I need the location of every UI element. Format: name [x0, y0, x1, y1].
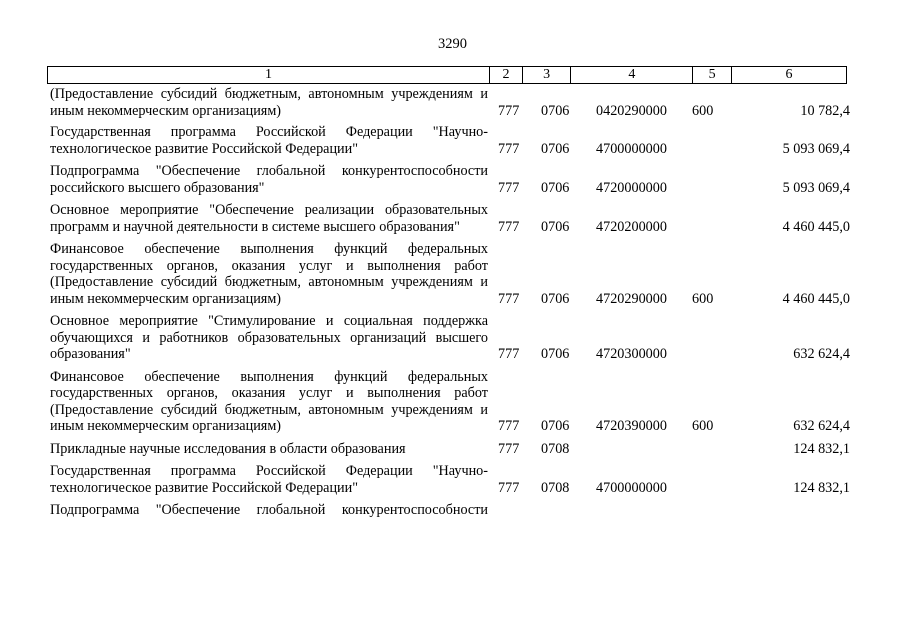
row-expense-type: 600	[692, 418, 714, 434]
table-row	[50, 202, 850, 235]
row-section-code: 0706	[541, 418, 570, 434]
row-amount: 4 460 445,0	[782, 218, 850, 235]
header-col-3: 3	[523, 67, 572, 83]
row-section-code: 0706	[541, 140, 570, 157]
row-section-code: 0706	[541, 102, 570, 119]
row-target-code: 4720300000	[596, 346, 667, 362]
row-section-code: 0706	[541, 346, 570, 362]
row-description: Прикладные научные исследования в области образования	[50, 440, 406, 457]
row-ministry-code: 777	[498, 346, 520, 362]
row-section-code: 0706	[541, 218, 570, 235]
row-amount: 10 782,4	[800, 102, 850, 119]
header-col-5: 5	[693, 67, 732, 83]
row-ministry-code: 777	[498, 440, 520, 457]
row-description: Государственная программа Российской Федерации "Научно-технологическое развитие Российской Федерации"	[50, 463, 488, 496]
row-ministry-code: 777	[498, 218, 520, 235]
row-description: Финансовое обеспечение выполнения функций федеральных государственных органов, оказания услуг и выполнения работ (Предоставление субсидий бюджетным, автономным учреждениям и иным некоммерческим организациям)	[50, 241, 488, 307]
table-body	[50, 86, 850, 519]
row-ministry-code: 777	[498, 418, 520, 434]
row-description: Государственная программа Российской Федерации "Научно-технологическое развитие Российской Федерации"	[50, 124, 488, 157]
table-row	[50, 463, 850, 496]
table-header	[47, 66, 847, 84]
table-row	[50, 124, 850, 157]
row-expense-type: 600	[692, 102, 714, 119]
row-ministry-code: 777	[498, 479, 520, 496]
header-col-2: 2	[490, 67, 523, 83]
table-row	[50, 502, 850, 519]
header-col-1: 1	[48, 67, 490, 83]
row-section-code: 0706	[541, 179, 570, 196]
table-row	[50, 313, 850, 363]
row-amount: 5 093 069,4	[782, 140, 850, 157]
row-ministry-code: 777	[498, 140, 520, 157]
header-col-4: 4	[571, 67, 693, 83]
row-description: Подпрограмма "Обеспечение глобальной конкурентоспособности российского высшего образования"	[50, 163, 488, 196]
row-target-code: 4720000000	[596, 179, 667, 196]
row-description: (Предоставление субсидий бюджетным, автономным учреждениям и иным некоммерческим организациям)	[50, 86, 488, 119]
row-target-code: 4700000000	[596, 140, 667, 157]
row-description: Подпрограмма "Обеспечение глобальной конкурентоспособности	[50, 502, 488, 518]
row-amount: 5 093 069,4	[782, 179, 850, 196]
row-amount: 4 460 445,0	[782, 290, 850, 307]
row-description: Основное мероприятие "Обеспечение реализации образовательных программ и научной деятельности в системе высшего образования"	[50, 202, 488, 235]
row-section-code: 0708	[541, 440, 570, 457]
row-amount: 124 832,1	[793, 440, 850, 457]
page-number: 3290	[438, 36, 467, 52]
row-target-code: 4720390000	[596, 418, 667, 434]
header-col-6: 6	[785, 67, 793, 82]
table-row	[50, 86, 850, 119]
row-section-code: 0706	[541, 290, 570, 307]
row-target-code: 0420290000	[596, 102, 667, 119]
table-row	[50, 163, 850, 196]
row-ministry-code: 777	[498, 102, 520, 119]
row-target-code: 4720290000	[596, 290, 667, 307]
row-target-code: 4700000000	[596, 479, 667, 496]
row-ministry-code: 777	[498, 179, 520, 196]
row-target-code: 4720200000	[596, 218, 667, 235]
row-description: Финансовое обеспечение выполнения функций федеральных государственных органов, оказания услуг и выполнения работ (Предоставление субсидий бюджетным, автономным учреждениям и иным некоммерческим организациям)	[50, 368, 488, 434]
table-row	[50, 441, 850, 458]
row-ministry-code: 777	[498, 290, 520, 307]
row-amount: 632 624,4	[793, 346, 850, 362]
row-expense-type: 600	[692, 290, 714, 307]
row-amount: 632 624,4	[793, 418, 850, 434]
row-description: Основное мероприятие "Стимулирование и социальная поддержка обучающихся и работников образовательных организаций высшего образования"	[50, 313, 488, 362]
row-amount: 124 832,1	[793, 479, 850, 496]
table-row	[50, 241, 850, 307]
row-section-code: 0708	[541, 479, 570, 496]
table-row	[50, 369, 850, 435]
